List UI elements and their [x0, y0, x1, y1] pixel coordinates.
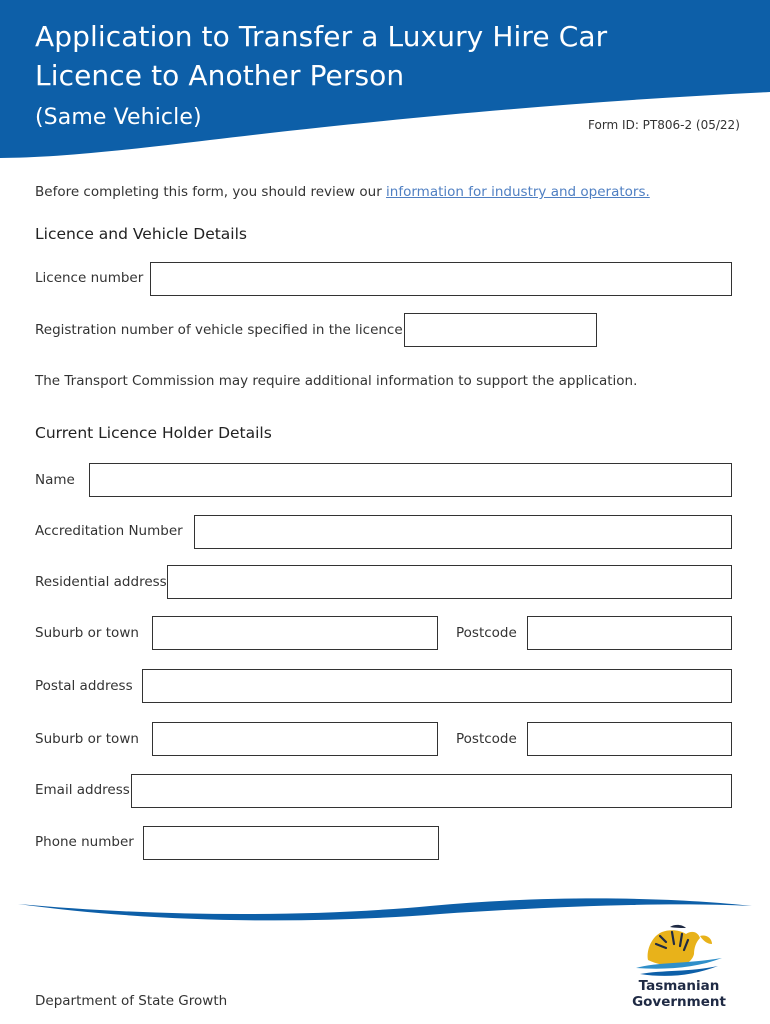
form-title-line-1: Application to Transfer a Luxury Hire Car — [35, 20, 608, 53]
residential-address-label: Residential address — [35, 574, 167, 590]
industry-info-link[interactable]: information for industry and operators. — [386, 184, 650, 200]
residential-address-field[interactable] — [167, 565, 732, 599]
residential-suburb-label: Suburb or town — [35, 625, 139, 641]
postal-suburb-label: Suburb or town — [35, 731, 139, 747]
tasmanian-tiger-icon — [636, 925, 722, 976]
form-id: Form ID: PT806-2 (05/22) — [588, 118, 740, 132]
phone-field[interactable] — [143, 826, 439, 860]
postal-address-field[interactable] — [142, 669, 732, 703]
form-title-line-2: Licence to Another Person — [35, 59, 405, 92]
postal-address-label: Postal address — [35, 678, 133, 694]
residential-postcode-field[interactable] — [527, 616, 732, 650]
logo-text-line-1: Tasmanian — [638, 978, 720, 994]
holder-section-heading: Current Licence Holder Details — [35, 424, 272, 442]
name-label: Name — [35, 472, 75, 488]
phone-label: Phone number — [35, 834, 134, 850]
licence-number-field[interactable] — [150, 262, 732, 296]
postal-postcode-label: Postcode — [456, 731, 517, 747]
licence-section-heading: Licence and Vehicle Details — [35, 225, 247, 243]
postal-suburb-field[interactable] — [152, 722, 438, 756]
email-label: Email address — [35, 782, 130, 798]
residential-postcode-label: Postcode — [456, 625, 517, 641]
form-subtitle: (Same Vehicle) — [35, 105, 202, 130]
intro-text-before: Before completing this form, you should review our — [35, 184, 387, 200]
name-field[interactable] — [89, 463, 732, 497]
logo-text-line-2: Government — [632, 994, 726, 1010]
email-field[interactable] — [131, 774, 732, 808]
registration-field[interactable] — [404, 313, 597, 347]
registration-label: Registration number of vehicle specified in the licence — [35, 322, 403, 338]
intro-text — [35, 184, 650, 200]
accreditation-label: Accreditation Number — [35, 523, 183, 539]
tasmanian-government-logo — [626, 922, 732, 1012]
postal-postcode-field[interactable] — [527, 722, 732, 756]
licence-number-label: Licence number — [35, 270, 144, 286]
residential-suburb-field[interactable] — [152, 616, 438, 650]
department-name: Department of State Growth — [35, 993, 228, 1009]
accreditation-field[interactable] — [194, 515, 732, 549]
transport-commission-note: The Transport Commission may require additional information to support the application. — [35, 373, 638, 389]
